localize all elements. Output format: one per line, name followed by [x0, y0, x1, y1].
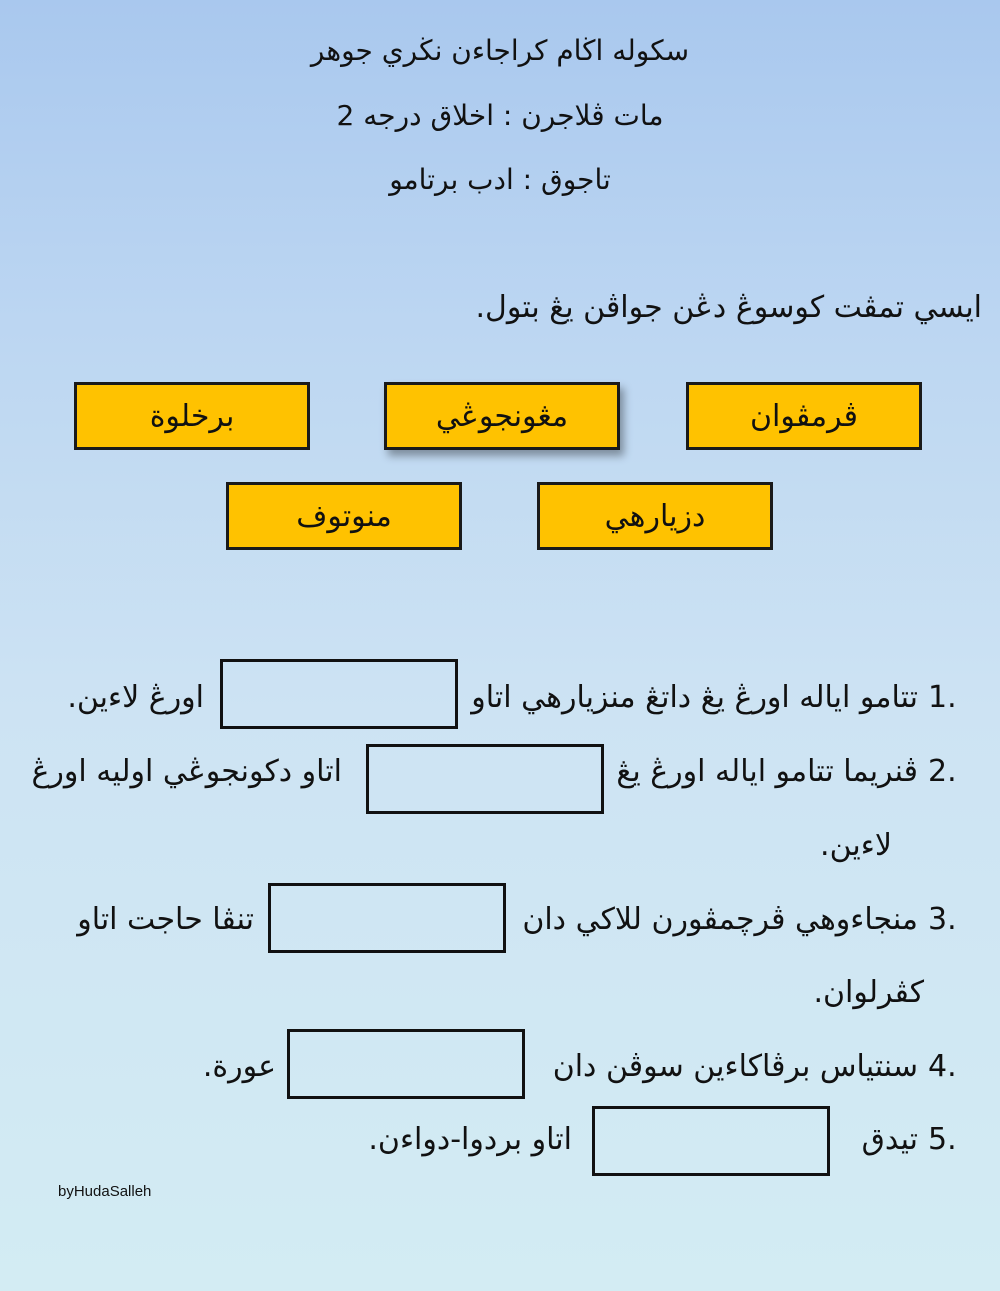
question-1-number: 1. — [928, 680, 957, 715]
question-2-text-after: اتاو دكونجوڠي اوليه اورڠ — [31, 754, 342, 789]
question-4-text-after: عورة. — [202, 1049, 276, 1084]
question-2-text-before: ڤنريما تتامو اياله اورڠ يڠ — [616, 754, 918, 789]
word-option-4[interactable]: دزيارهي — [537, 482, 773, 550]
question-4-text-before: سنتياس برڤاكاءين سوڤن دان — [552, 1049, 918, 1084]
word-option-5[interactable]: منوتوف — [226, 482, 462, 550]
word-option-2[interactable]: مڠونجوڠي — [384, 382, 620, 450]
word-option-3[interactable]: برخلوة — [74, 382, 310, 450]
question-5-number: 5. — [928, 1122, 957, 1157]
answer-box-1[interactable] — [220, 659, 458, 729]
answer-box-3[interactable] — [268, 883, 506, 953]
instruction: ايسي تمڤت كوسوڠ دڠن جواڤن يڠ بتول. — [475, 290, 982, 325]
question-1-text-after: اورڠ لاءين. — [67, 680, 204, 715]
answer-box-5[interactable] — [592, 1106, 830, 1176]
subject-title: مات ڤلاجرن : اخلاق درجه 2 — [336, 99, 664, 132]
topic-title: تاجوق : ادب برتامو — [389, 163, 611, 196]
question-2-text-continued: لاءين. — [820, 828, 892, 863]
school-title: سكوله اڬام كراجاءن نڬري جوهر — [310, 34, 690, 67]
question-3-text-continued: كڤرلوان. — [813, 975, 924, 1010]
answer-box-4[interactable] — [287, 1029, 525, 1099]
question-1-text-before: تتامو اياله اورڠ يڠ داتڠ منزيارهي اتاو — [471, 680, 918, 715]
answer-box-2[interactable] — [366, 744, 604, 814]
question-2-number: 2. — [928, 754, 957, 789]
question-4-number: 4. — [928, 1049, 957, 1084]
question-5-text-after: اتاو بردوا-دواءن. — [368, 1122, 572, 1157]
question-3-text-before: منجاءوهي ڤرچمڤورن للاكي دان — [522, 902, 918, 937]
question-3-text-after: تنڤا حاجت اتاو — [77, 902, 254, 937]
word-option-1[interactable]: ڤرمڤوان — [686, 382, 922, 450]
question-5-text-before: تيدق — [861, 1122, 918, 1157]
author-credit: byHudaSalleh — [58, 1183, 152, 1200]
question-3-number: 3. — [928, 902, 957, 937]
